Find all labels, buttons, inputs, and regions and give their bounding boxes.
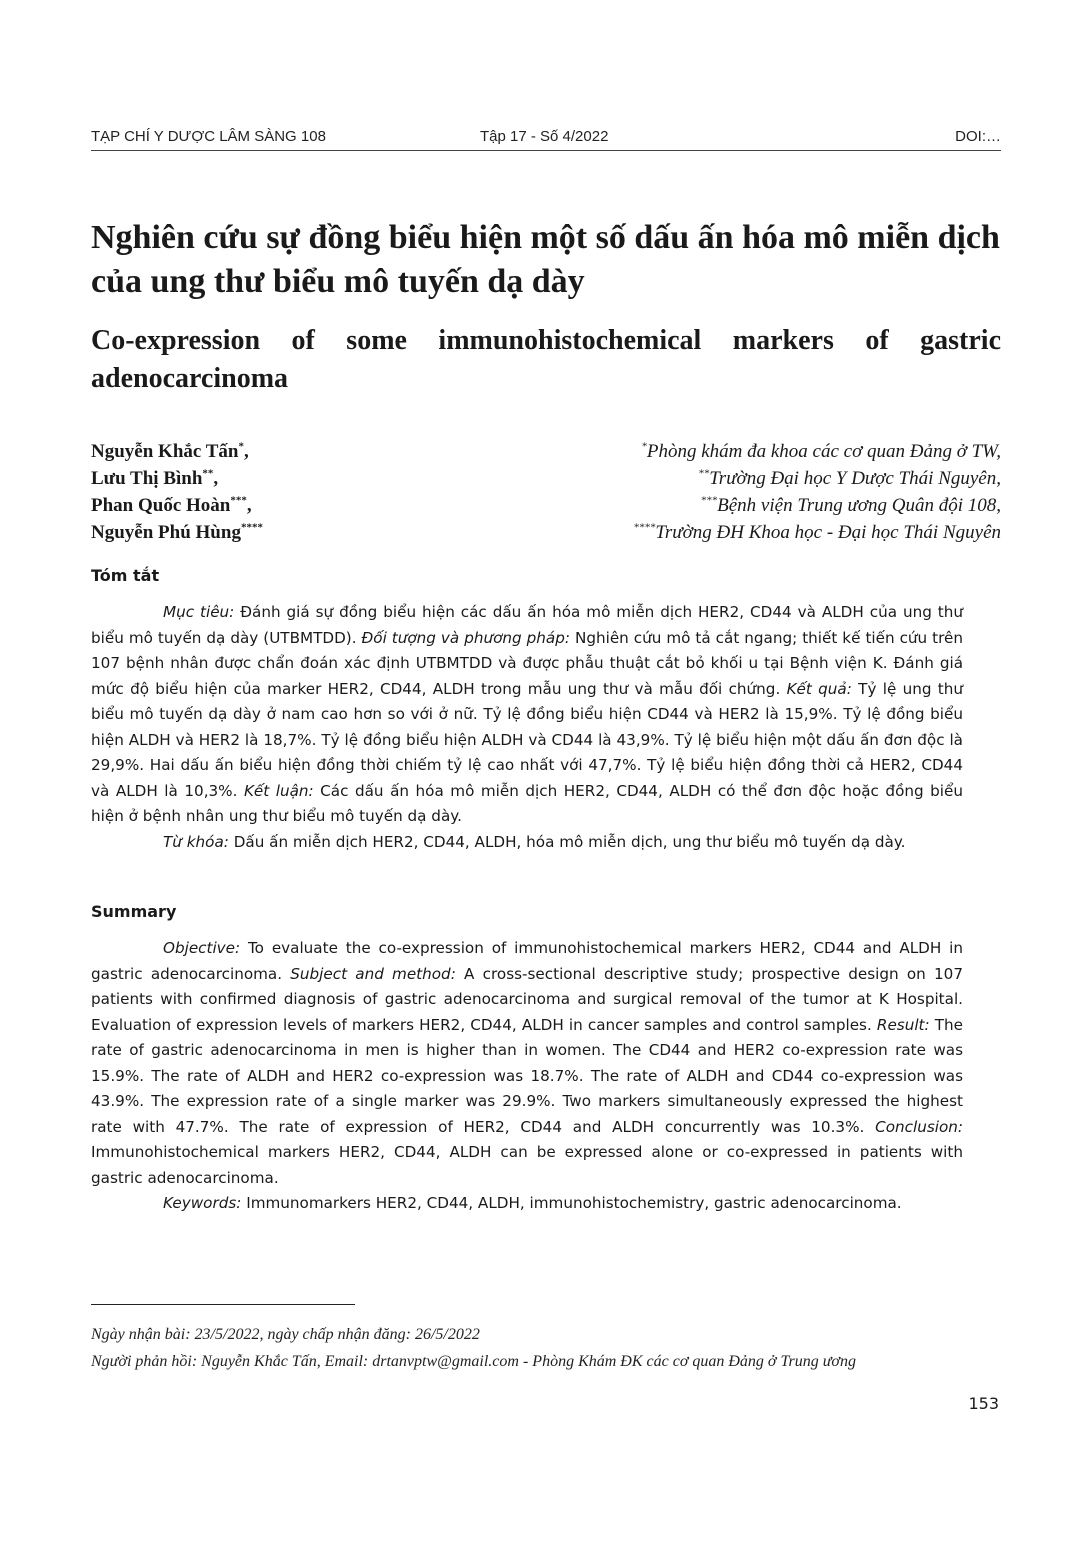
keywords-label: Từ khóa: (163, 832, 229, 851)
footnotes (91, 1321, 1001, 1375)
affiliation-item (441, 465, 1001, 492)
author-item: Phan Quốc Hoàn***, (91, 494, 252, 516)
conclusion-text: Các dấu ấn hóa mô miễn dịch HER2, CD44, ALDH có thể đơn độc hoặc đồng biểu hiện ở bệnh nhân ung thư biểu mô tuyến dạ dày. (91, 781, 963, 825)
objective-text: Đánh giá sự đồng biểu hiện các dấu ấn hóa mô miễn dịch HER2, CD44 và ALDH của ung thư biểu mô tuyến dạ dày (UTBMTDD). (91, 603, 964, 647)
article-title-vietnamese: Nghiên cứu sự đồng biểu hiện một số dấu ấn hóa mô miễn dịch của ung thư biểu mô tuyến dạ dày (91, 219, 1000, 300)
affiliation-text: Trường ĐH Khoa học - Đại học Thái Nguyên (655, 522, 1001, 543)
objective-label: Mục tiêu: (163, 603, 235, 621)
footnote-received: Ngày nhận bài: 23/5/2022, ngày chấp nhận đăng: 26/5/2022 (91, 1326, 480, 1343)
affiliation-mark: ** (698, 467, 710, 480)
abstract-vietnamese (91, 600, 963, 855)
abstract-paragraph (91, 936, 963, 1191)
affiliation-item (441, 492, 1001, 519)
conclusion-label: Kết luận: (243, 781, 314, 800)
method-label: Subject and method: (290, 964, 456, 983)
affiliation-text: Phòng khám đa khoa các cơ quan Đảng ở TW, (646, 441, 1001, 462)
affiliation-mark: *** (700, 494, 718, 507)
keywords-paragraph (91, 830, 963, 856)
author-mark: ** (202, 467, 214, 480)
affiliation-item (441, 438, 1001, 465)
result-label: Kết quả: (786, 679, 852, 698)
keywords-text: Dấu ấn miễn dịch HER2, CD44, ALDH, hóa mô miễn dịch, ung thư biểu mô tuyến dạ dày. (228, 832, 906, 851)
author-mark: *** (230, 494, 247, 507)
page-number: 153 (968, 1394, 999, 1413)
result-label: Result: (876, 1015, 930, 1034)
affiliation-list (441, 438, 1001, 546)
method-text: A cross-sectional descriptive study; prospective design on 107 patients with confirmed diagnosis of gastric adenocarcinoma and surgical removal of the tumor at K Hospital. Evaluation of expression levels of markers HER2, CD44, ALDH in cancer samples and control samples. (91, 964, 964, 1034)
method-label: Đối tượng và phương pháp: (361, 628, 570, 647)
objective-text: To evaluate the co-expression of immunohistochemical markers HER2, CD44 and ALDH in gastric adenocarcinoma. (91, 939, 963, 983)
section-heading-tom-tat: Tóm tắt (91, 566, 160, 585)
author-mark: **** (240, 521, 263, 534)
result-text: The rate of gastric adenocarcinoma in men is higher than in women. The CD44 and HER2 co-expression rate was 15.9%. The rate of ALDH and HER2 co-expression was 18.7%. The rate of ALDH and CD44 co-expression was 43.9%. The expression rate of a single marker was 29.9%. Two markers simultaneously expressed the highest rate with 47.7%. The rate of expression of HER2, CD44 and ALDH concurrently was 10.3%. (91, 1015, 963, 1136)
author-item: Lưu Thị Bình**, (91, 467, 219, 489)
author-name: Phan Quốc Hoàn (91, 495, 231, 516)
author-name: Nguyễn Phú Hùng (91, 522, 241, 543)
author-name: Lưu Thị Bình (91, 468, 203, 489)
conclusion-label: Conclusion: (875, 1117, 963, 1136)
author-mark: * (238, 440, 244, 453)
section-heading-summary: Summary (91, 902, 177, 921)
conclusion-text: Immunohistochemical markers HER2, CD44, ALDH can be expressed alone or co-expressed in patients with gastric adenocarcinoma. (91, 1143, 963, 1187)
author-name: Nguyễn Khắc Tấn (91, 441, 239, 462)
keywords-paragraph (91, 1191, 963, 1217)
running-header (91, 128, 1001, 151)
abstract-english (91, 936, 963, 1217)
affiliation-item (441, 519, 1001, 546)
abstract-paragraph (91, 600, 963, 830)
affiliation-text: Bệnh viện Trung ương Quân đội 108, (717, 495, 1001, 516)
result-text: Tỷ lệ ung thư biểu mô tuyến dạ dày ở nam cao hơn so với ở nữ. Tỷ lệ đồng biểu hiện CD44 và HER2 là 15,9%. Tỷ lệ đồng biểu hiện ALDH và HER2 là 18,7%. Tỷ lệ đồng biểu hiện ALDH và CD44 là 43,9%. Tỷ lệ biểu hiện một dấu ấn đơn độc là 29,9%. Hai dấu ấn biểu hiện đồng thời chiếm tỷ lệ cao nhất với 47,7%. Tỷ lệ biểu hiện đồng thời cả HER2, CD44 và ALDH là 10,3%. (91, 679, 964, 800)
author-item: Nguyễn Khắc Tấn*, (91, 440, 249, 462)
issue-info: Tập 17 - Số 4/2022 (480, 128, 609, 145)
affiliation-text: Trường Đại học Y Dược Thái Nguyên, (709, 468, 1001, 489)
footnote-divider (91, 1304, 355, 1305)
objective-label: Objective: (163, 939, 241, 957)
affiliation-mark: * (641, 440, 647, 453)
doi-label: DOI:… (955, 128, 1001, 145)
keywords-label: Keywords: (163, 1194, 242, 1212)
keywords-text: Immunomarkers HER2, CD44, ALDH, immunohistochemistry, gastric adenocarcinoma. (241, 1194, 902, 1212)
journal-name: TẠP CHÍ Y DƯỢC LÂM SÀNG 108 (91, 128, 326, 145)
footnote-correspondence: Người phản hồi: Nguyễn Khắc Tấn, Email: drtanvptw@gmail.com - Phòng Khám ĐK các cơ quan Đảng ở Trung ương (91, 1353, 856, 1370)
affiliation-mark: **** (633, 521, 656, 534)
article-title-english: Co-expression of some immunohistochemical markers of gastric adenocarcinoma (91, 325, 1001, 394)
method-text: Nghiên cứu mô tả cắt ngang; thiết kế tiến cứu trên 107 bệnh nhân được chẩn đoán xác định UTBMTDD và được phẫu thuật cắt bỏ khối u tại Bệnh viện K. Đánh giá mức độ biểu hiện của marker HER2, CD44, ALDH trong mẫu ung thư và mẫu đối chứng. (91, 628, 963, 698)
